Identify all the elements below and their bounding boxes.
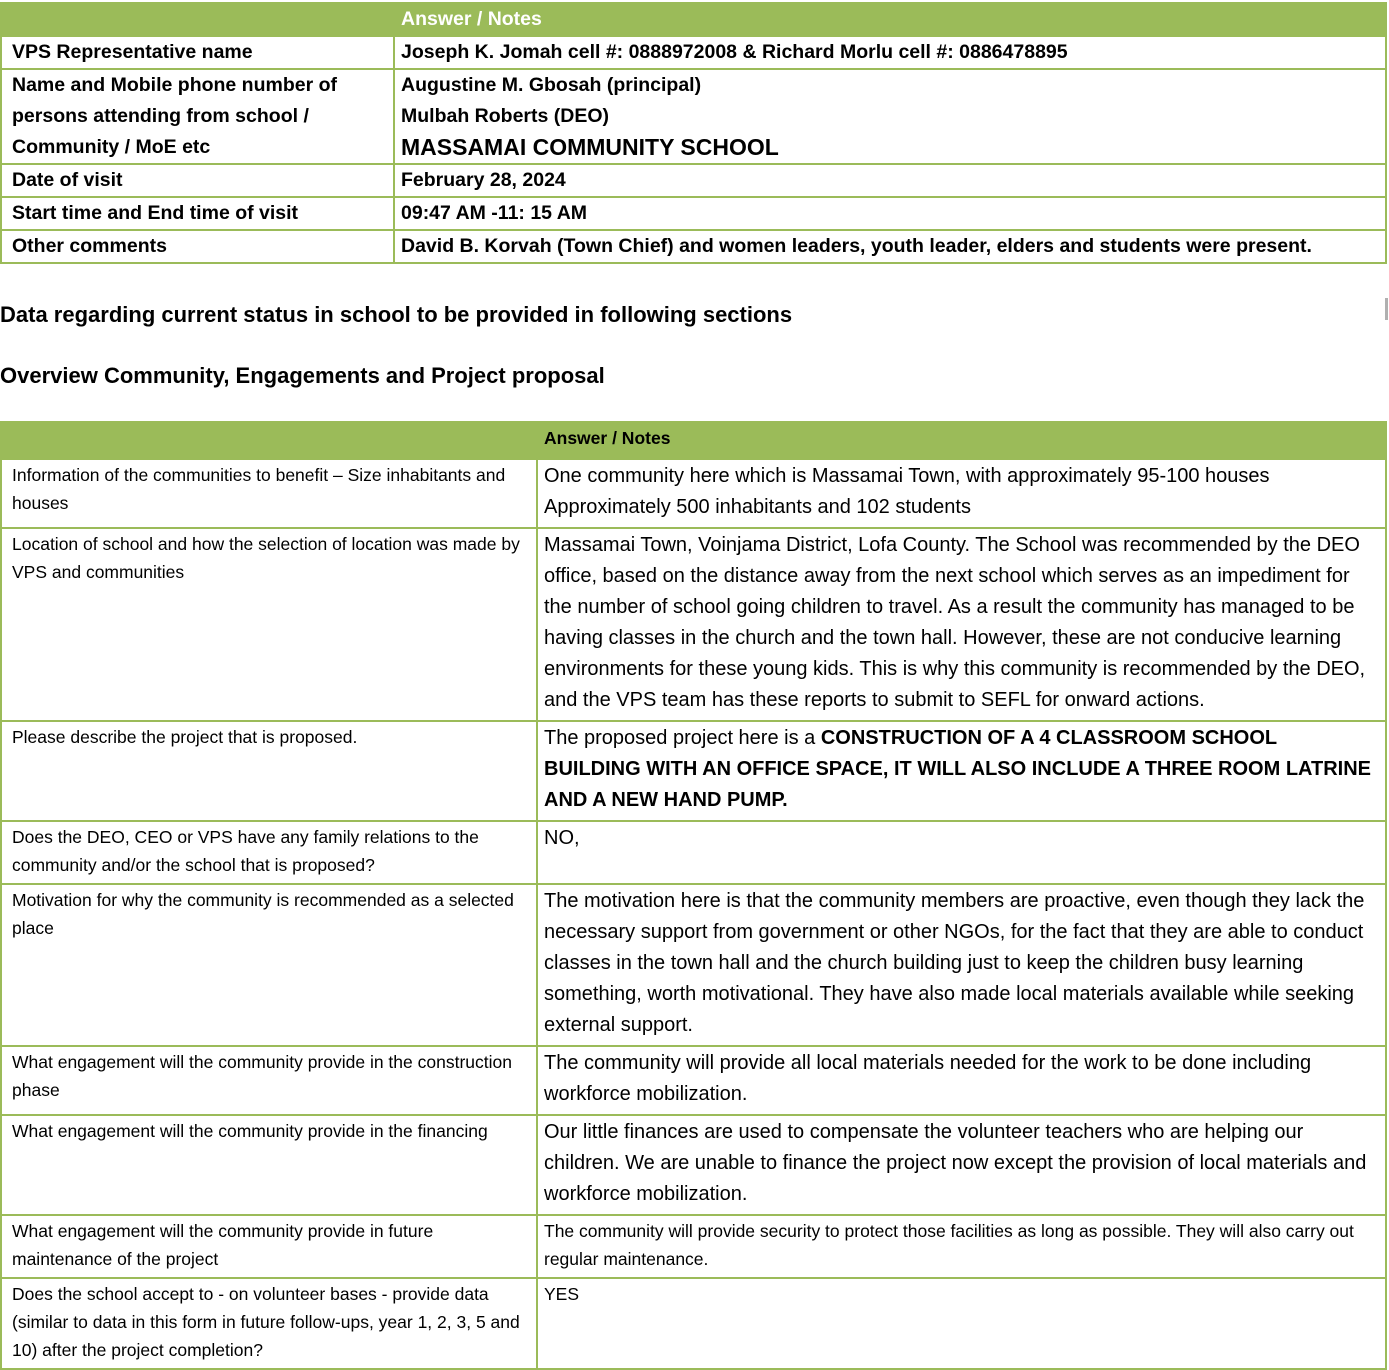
answer-cell[interactable]: Our little finances are used to compensate the volunteer teachers who are helping our children. We are unable to finance the project now except the provision of local materials and workforce mobilization. bbox=[537, 1115, 1386, 1215]
question-cell: Location of school and how the selection of location was made by VPS and communities bbox=[1, 528, 537, 721]
question-cell: Does the DEO, CEO or VPS have any family relations to the community and/or the school that is proposed? bbox=[1, 821, 537, 884]
answer-prefix: The proposed project here is a bbox=[544, 727, 821, 749]
answer-cell[interactable]: The community will provide all local materials needed for the work to be done including workforce mobilization. bbox=[537, 1046, 1386, 1115]
table-row bbox=[1, 721, 1386, 821]
school-name: MASSAMAI COMMUNITY SCHOOL bbox=[401, 134, 779, 160]
attendee-line: Mulbah Roberts (DEO) bbox=[401, 105, 609, 127]
row-label: Other comments bbox=[1, 230, 394, 263]
row-value[interactable] bbox=[394, 69, 1386, 164]
row-label: Start time and End time of visit bbox=[1, 197, 394, 230]
table-row bbox=[1, 230, 1386, 263]
answer-cell[interactable]: Massamai Town, Voinjama District, Lofa County. The School was recommended by the DEO office, based on the distance away from the next school which serves as an impediment for the number of school going children to travel. As a result the community has managed to be having classes in the church and the town hall. However, these are not conducive learning environments for these young kids. This is why this community is recommended by the DEO, and the VPS team has these reports to submit to SEFL for onward actions. bbox=[537, 528, 1386, 721]
table-row bbox=[1, 821, 1386, 884]
section-heading-data-status: Data regarding current status in school to be provided in following sections bbox=[0, 302, 793, 327]
table-row bbox=[1, 1215, 1386, 1278]
question-cell: Motivation for why the community is recommended as a selected place bbox=[1, 884, 537, 1046]
question-cell: Information of the communities to benefit – Size inhabitants and houses bbox=[1, 459, 537, 528]
answer-cell[interactable]: The community will provide security to protect those facilities as long as possible. They will also carry out regular maintenance. bbox=[537, 1215, 1386, 1278]
question-cell: Does the school accept to - on volunteer bases - provide data (similar to data in this form in future follow-ups, year 1, 2, 3, 5 and 10) after the project completion? bbox=[1, 1278, 537, 1369]
row-label: Name and Mobile phone number of persons attending from school / Community / MoE etc bbox=[1, 69, 394, 164]
text-cursor bbox=[1385, 298, 1388, 320]
answer-cell[interactable]: The motivation here is that the community members are proactive, even though they lack the necessary support from government or other NGOs, for the fact that they are able to conduct classes in the town hall and the church building just to keep the children busy learning something, worth motivational. They have also made local materials available while seeking external support. bbox=[537, 884, 1386, 1046]
header-blank-cell bbox=[1, 422, 537, 459]
header-answer-notes: Answer / Notes bbox=[537, 422, 1386, 459]
row-label: VPS Representative name bbox=[1, 36, 394, 69]
row-label: Date of visit bbox=[1, 164, 394, 197]
header-answer-notes: Answer / Notes bbox=[394, 3, 1386, 36]
answer-cell[interactable] bbox=[537, 721, 1386, 821]
table-row bbox=[1, 69, 1386, 164]
overview-table bbox=[0, 421, 1387, 1370]
visit-info-table bbox=[0, 2, 1387, 264]
table-row bbox=[1, 528, 1386, 721]
table-row bbox=[1, 459, 1386, 528]
table-row bbox=[1, 884, 1386, 1046]
row-value[interactable]: Joseph K. Jomah cell #: 0888972008 & Richard Morlu cell #: 0886478895 bbox=[394, 36, 1386, 69]
answer-cell[interactable]: NO, bbox=[537, 821, 1386, 884]
row-value[interactable]: 09:47 AM -11: 15 AM bbox=[394, 197, 1386, 230]
question-cell: What engagement will the community provide in the financing bbox=[1, 1115, 537, 1215]
row-value[interactable]: February 28, 2024 bbox=[394, 164, 1386, 197]
row-value[interactable]: David B. Korvah (Town Chief) and women leaders, youth leader, elders and students were present. bbox=[394, 230, 1386, 263]
table-row bbox=[1, 1278, 1386, 1369]
attendee-line: Augustine M. Gbosah (principal) bbox=[401, 74, 702, 96]
section-heading-overview: Overview Community, Engagements and Project proposal bbox=[0, 363, 605, 388]
table-row bbox=[1, 197, 1386, 230]
question-cell: What engagement will the community provide in the construction phase bbox=[1, 1046, 537, 1115]
answer-cell[interactable]: One community here which is Massamai Town, with approximately 95-100 houses Approximately 500 inhabitants and 102 students bbox=[537, 459, 1386, 528]
table-header-row bbox=[1, 422, 1386, 459]
table-header-row bbox=[1, 3, 1386, 36]
table-row bbox=[1, 36, 1386, 69]
question-cell: What engagement will the community provide in future maintenance of the project bbox=[1, 1215, 537, 1278]
table-row bbox=[1, 1046, 1386, 1115]
table-row bbox=[1, 1115, 1386, 1215]
answer-cell[interactable]: YES bbox=[537, 1278, 1386, 1369]
question-cell: Please describe the project that is proposed. bbox=[1, 721, 537, 821]
project-description: CONSTRUCTION OF A 4 CLASSROOM SCHOOL BUILDING WITH AN OFFICE SPACE, IT WILL ALSO INCLUDE A THREE ROOM LATRINE AND A NEW HAND PUMP. bbox=[544, 727, 1372, 811]
header-blank-cell bbox=[1, 3, 394, 36]
table-row bbox=[1, 164, 1386, 197]
